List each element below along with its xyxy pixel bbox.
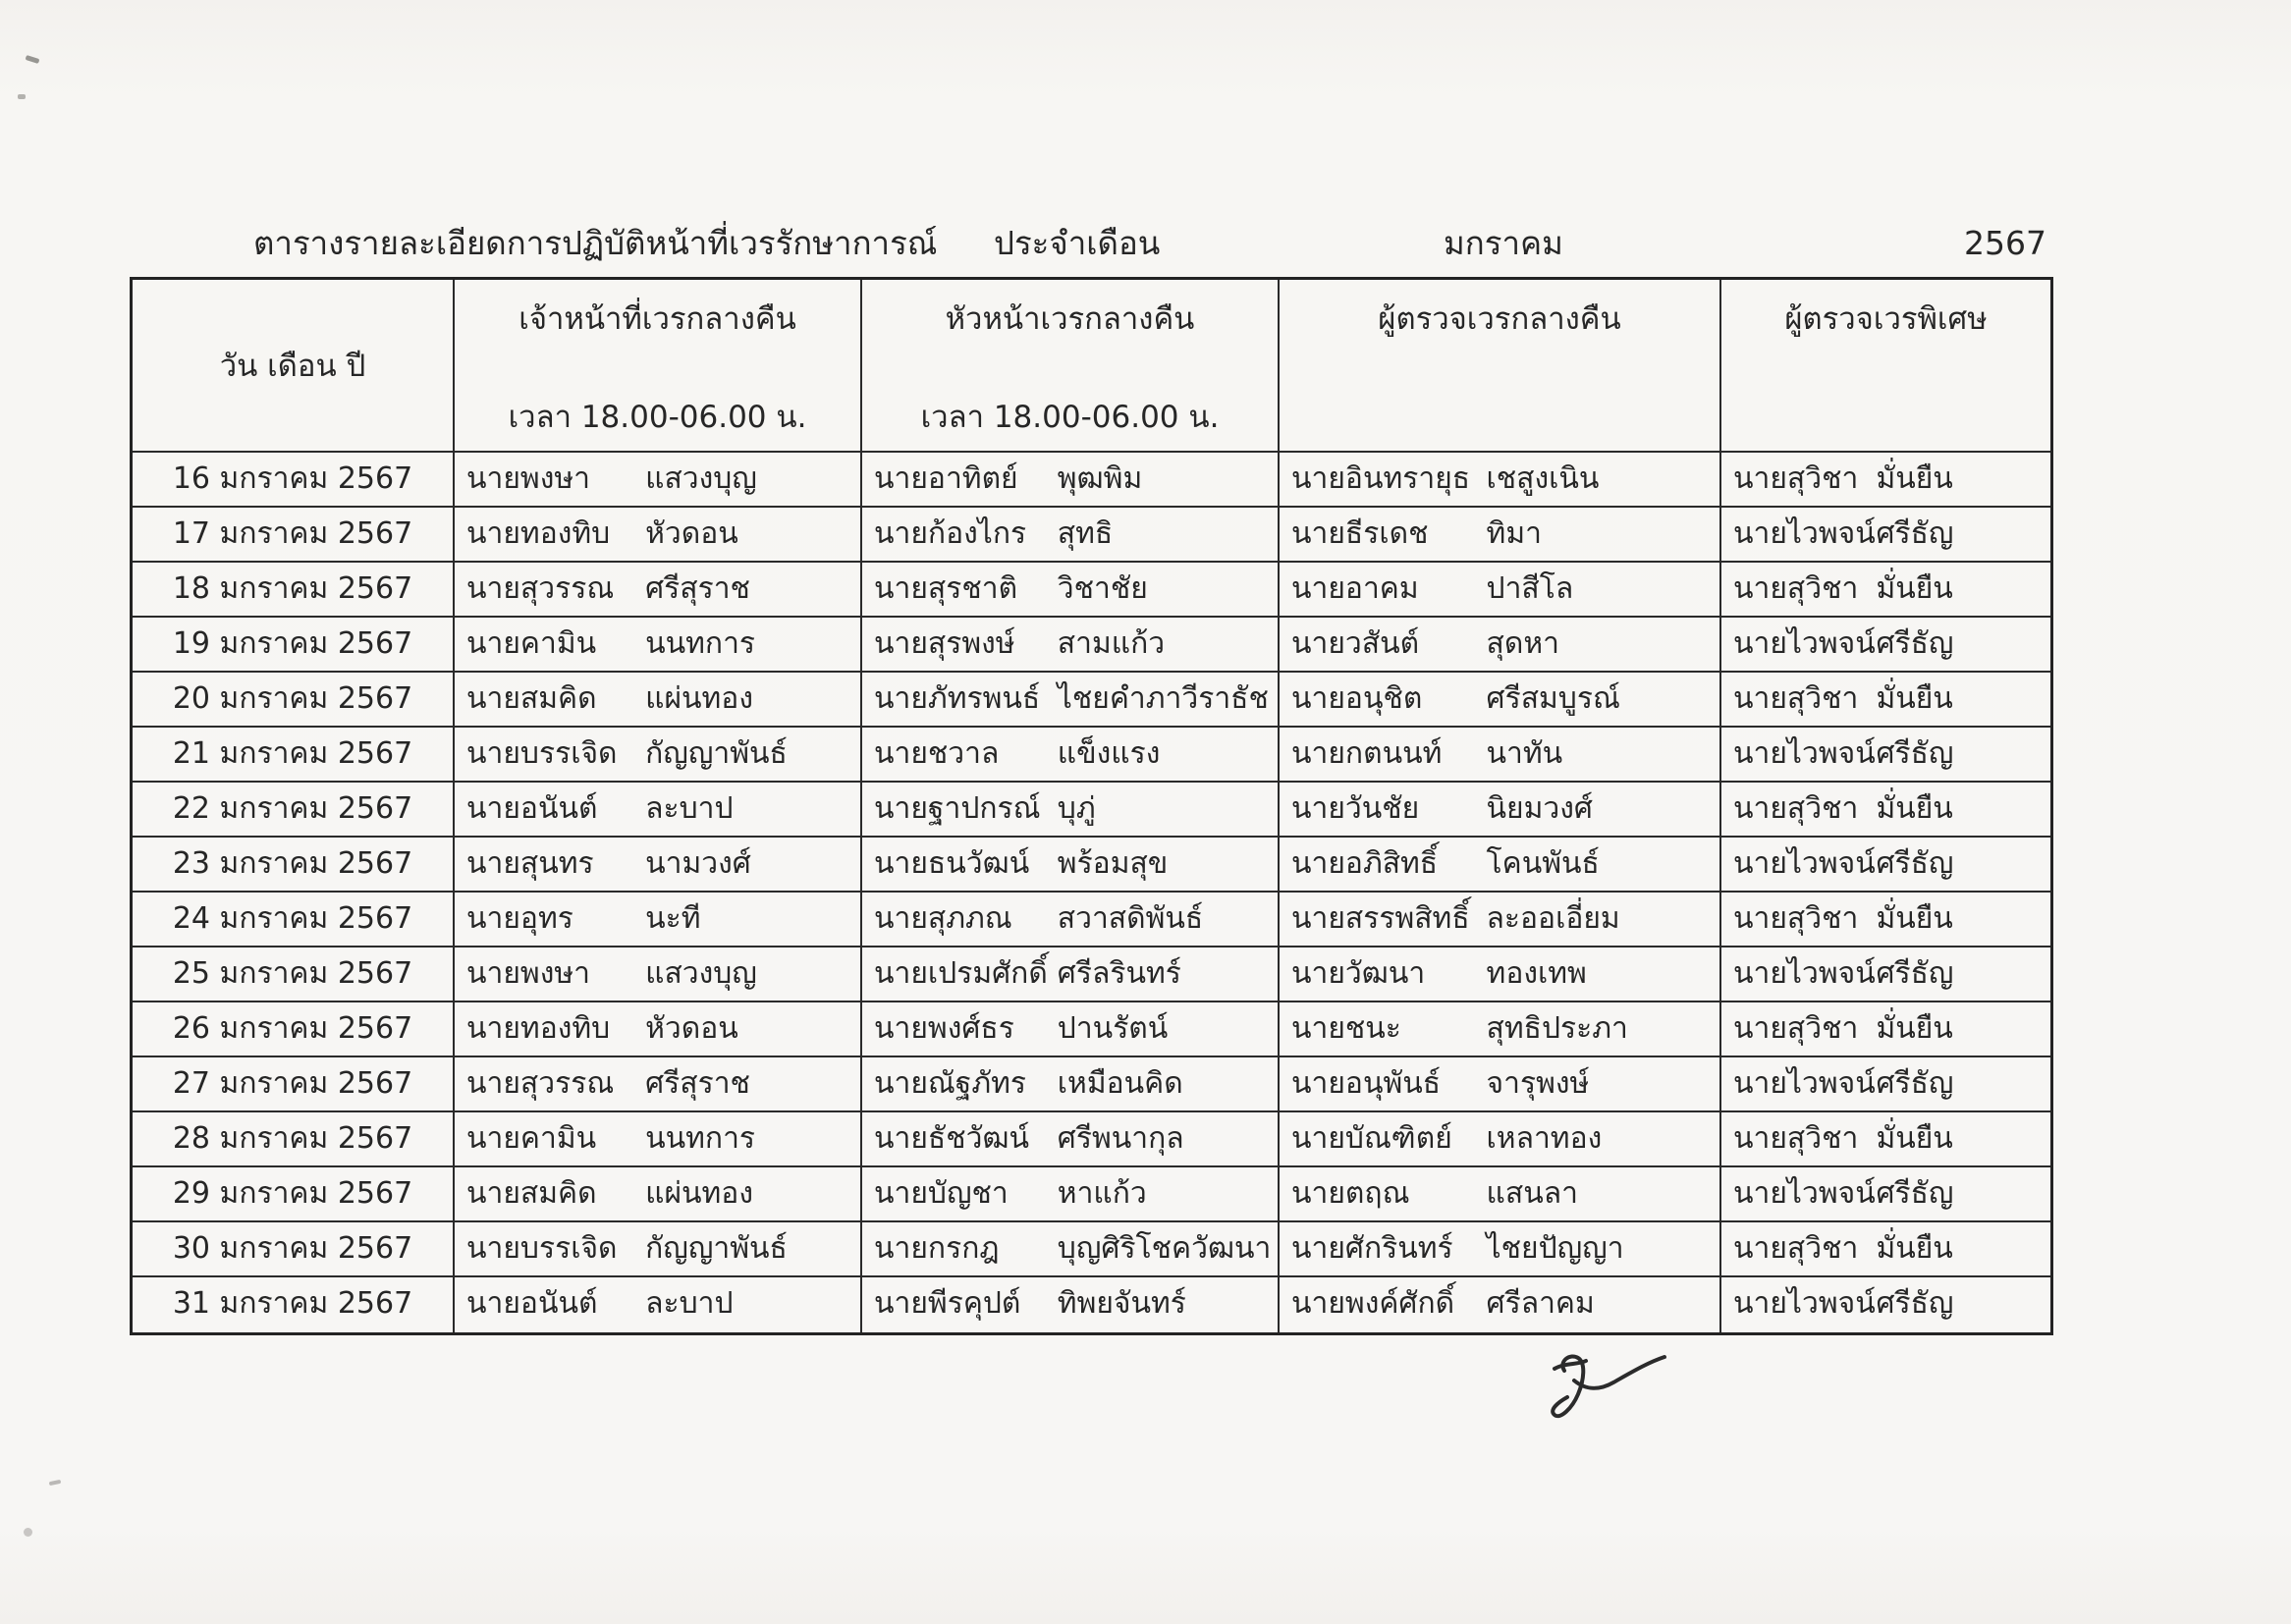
special-inspector-given-name: นายสุวิชา (1733, 791, 1859, 826)
night-chief-cell (862, 1057, 1280, 1112)
scan-noise-speck (26, 55, 40, 64)
special-inspector-cell (1721, 1112, 2050, 1167)
night-officer-cell (455, 783, 862, 838)
special-inspector-surname: มั่นยืน (1876, 1011, 1953, 1046)
night-officer-cell (455, 453, 862, 508)
night-chief-cell (862, 1222, 1280, 1277)
night-chief-surname: สุทธิ (1057, 516, 1114, 551)
special-inspector-cell (1721, 1057, 2050, 1112)
special-inspector-given-name: นายไวพจน์ (1733, 736, 1876, 771)
night-chief-given-name: นายเปรมศักดิ์ (874, 956, 1048, 991)
night-inspector-given-name: นายวันชัย (1291, 791, 1420, 826)
date-cell: 25 มกราคม 2567 (133, 947, 455, 1002)
month-label: ประจำเดือน (994, 224, 1161, 262)
night-officer-given-name: นายอนันต์ (466, 791, 598, 826)
night-inspector-cell (1280, 893, 1721, 947)
header-night-chief-time: เวลา 18.00-06.00 น. (920, 400, 1220, 435)
night-inspector-given-name: นายวสันต์ (1291, 626, 1420, 661)
night-inspector-surname: ละออเอี่ยม (1486, 901, 1620, 936)
night-officer-surname: นามวงศ์ (645, 846, 751, 881)
night-chief-surname: เหมือนคิด (1057, 1066, 1183, 1101)
special-inspector-surname: ศรีธัญ (1876, 516, 1954, 551)
special-inspector-cell (1721, 947, 2050, 1002)
night-inspector-cell (1280, 783, 1721, 838)
night-chief-surname: บุภู่ (1057, 791, 1096, 826)
night-inspector-given-name: นายอภิสิทธิ์ (1291, 846, 1439, 881)
night-officer-given-name: นายทองทิบ (466, 516, 611, 551)
special-inspector-given-name: นายไวพจน์ (1733, 1176, 1876, 1211)
special-inspector-surname: ศรีธัญ (1876, 736, 1954, 771)
night-chief-given-name: นายก้องไกร (874, 516, 1027, 551)
header-special-inspector-label: ผู้ตรวจเวรพิเศษ (1784, 301, 1988, 337)
night-inspector-surname: เชสูงเนิน (1486, 461, 1600, 496)
special-inspector-cell (1721, 783, 2050, 838)
night-chief-given-name: นายสุรชาติ (874, 571, 1018, 606)
night-officer-cell (455, 838, 862, 893)
night-officer-given-name: นายสมคิด (466, 1176, 597, 1211)
night-inspector-given-name: นายบัณฑิตย์ (1291, 1121, 1452, 1156)
special-inspector-given-name: นายไวพจน์ (1733, 1066, 1876, 1101)
night-chief-given-name: นายบัญชา (874, 1176, 1009, 1211)
night-chief-given-name: นายธนวัฒน์ (874, 846, 1030, 881)
night-chief-cell (862, 1112, 1280, 1167)
night-inspector-given-name: นายตฤณ (1291, 1176, 1410, 1211)
night-officer-surname: นะที (645, 901, 701, 936)
night-chief-cell (862, 1002, 1280, 1057)
date-cell: 19 มกราคม 2567 (133, 618, 455, 673)
header-special-inspector-column (1721, 280, 2050, 453)
night-officer-given-name: นายสุนทร (466, 846, 594, 881)
night-inspector-surname: ทองเทพ (1486, 956, 1587, 991)
header-night-officer-time: เวลา 18.00-06.00 น. (508, 400, 807, 435)
night-inspector-surname: โคนพันธ์ (1486, 846, 1600, 881)
special-inspector-given-name: นายไวพจน์ (1733, 846, 1876, 881)
night-inspector-given-name: นายกตนนท์ (1291, 736, 1443, 771)
night-chief-surname: ทิพยจันทร์ (1057, 1286, 1186, 1321)
header-date-label: วัน เดือน ปี (219, 349, 366, 384)
special-inspector-given-name: นายสุวิชา (1733, 1121, 1859, 1156)
month-value: มกราคม (1444, 224, 1563, 262)
night-officer-given-name: นายสุวรรณ (466, 571, 615, 606)
night-inspector-surname: ไชยปัญญา (1486, 1231, 1624, 1266)
date-cell: 23 มกราคม 2567 (133, 838, 455, 893)
date-cell: 22 มกราคม 2567 (133, 783, 455, 838)
night-chief-given-name: นายสุภภณ (874, 901, 1012, 936)
special-inspector-cell (1721, 728, 2050, 783)
night-chief-surname: ศรีลรินทร์ (1057, 956, 1181, 991)
special-inspector-cell (1721, 508, 2050, 563)
night-inspector-cell (1280, 1057, 1721, 1112)
night-chief-given-name: นายกรกฎ (874, 1231, 1000, 1266)
night-chief-surname: ไชยคำภาวีราธัช (1057, 681, 1269, 716)
special-inspector-given-name: นายไวพจน์ (1733, 516, 1876, 551)
special-inspector-cell (1721, 618, 2050, 673)
night-inspector-given-name: นายศักรินทร์ (1291, 1231, 1453, 1266)
night-chief-cell (862, 838, 1280, 893)
night-officer-cell (455, 1277, 862, 1332)
special-inspector-given-name: นายสุวิชา (1733, 461, 1859, 496)
night-officer-cell (455, 1002, 862, 1057)
night-officer-given-name: นายคามิน (466, 626, 597, 661)
night-chief-surname: พุฒพิม (1057, 461, 1143, 496)
night-chief-given-name: นายชวาล (874, 736, 1000, 771)
night-inspector-surname: ปาสีโล (1486, 571, 1574, 606)
special-inspector-cell (1721, 673, 2050, 728)
night-officer-surname: ละบาป (645, 791, 734, 826)
special-inspector-surname: มั่นยืน (1876, 461, 1953, 496)
special-inspector-cell (1721, 1222, 2050, 1277)
night-officer-surname: นนทการ (645, 626, 756, 661)
night-inspector-given-name: นายอาคม (1291, 571, 1419, 606)
night-chief-surname: พร้อมสุข (1057, 846, 1169, 881)
special-inspector-given-name: นายสุวิชา (1733, 1011, 1859, 1046)
special-inspector-surname: มั่นยืน (1876, 1231, 1953, 1266)
night-chief-surname: แข็งแรง (1057, 736, 1161, 771)
night-officer-cell (455, 893, 862, 947)
night-officer-given-name: นายบรรเจิด (466, 736, 618, 771)
night-inspector-surname: จารุพงษ์ (1486, 1066, 1590, 1101)
night-chief-surname: ศรีพนากุล (1057, 1121, 1184, 1156)
night-inspector-cell (1280, 1222, 1721, 1277)
date-cell: 28 มกราคม 2567 (133, 1112, 455, 1167)
night-inspector-surname: นาทัน (1486, 736, 1563, 771)
special-inspector-cell (1721, 1167, 2050, 1222)
night-officer-surname: กัญญาพันธ์ (645, 736, 788, 771)
night-chief-surname: ปานรัตน์ (1057, 1011, 1169, 1046)
header-night-inspector-column (1280, 280, 1721, 453)
night-chief-cell (862, 783, 1280, 838)
date-cell: 21 มกราคม 2567 (133, 728, 455, 783)
date-cell: 27 มกราคม 2567 (133, 1057, 455, 1112)
special-inspector-given-name: นายสุวิชา (1733, 901, 1859, 936)
header-night-inspector-label: ผู้ตรวจเวรกลางคืน (1378, 301, 1621, 337)
scan-noise-speck (18, 94, 26, 99)
night-officer-cell (455, 618, 862, 673)
night-officer-surname: หัวดอน (645, 1011, 738, 1046)
night-inspector-surname: ศรีลาคม (1486, 1286, 1595, 1321)
night-inspector-surname: เหลาทอง (1486, 1121, 1603, 1156)
night-officer-surname: ละบาป (645, 1286, 734, 1321)
night-chief-cell (862, 453, 1280, 508)
special-inspector-cell (1721, 1002, 2050, 1057)
night-inspector-cell (1280, 618, 1721, 673)
date-cell: 30 มกราคม 2567 (133, 1222, 455, 1277)
header-date-column (133, 280, 455, 453)
night-officer-surname: แผ่นทอง (645, 1176, 753, 1211)
date-cell: 17 มกราคม 2567 (133, 508, 455, 563)
special-inspector-surname: ศรีธัญ (1876, 626, 1954, 661)
special-inspector-surname: มั่นยืน (1876, 791, 1953, 826)
date-cell: 29 มกราคม 2567 (133, 1167, 455, 1222)
night-inspector-surname: ทิมา (1486, 516, 1542, 551)
night-inspector-given-name: นายวัฒนา (1291, 956, 1426, 991)
special-inspector-given-name: นายไวพจน์ (1733, 626, 1876, 661)
night-officer-given-name: นายพงษา (466, 956, 590, 991)
night-chief-given-name: นายสุรพงษ์ (874, 626, 1015, 661)
night-chief-given-name: นายภัทรพนธ์ (874, 681, 1041, 716)
night-officer-cell (455, 563, 862, 618)
night-officer-cell (455, 1222, 862, 1277)
night-officer-given-name: นายอุทร (466, 901, 573, 936)
night-officer-cell (455, 1057, 862, 1112)
special-inspector-given-name: นายสุวิชา (1733, 1231, 1859, 1266)
night-officer-cell (455, 1167, 862, 1222)
night-inspector-cell (1280, 947, 1721, 1002)
night-officer-surname: ศรีสุราช (645, 571, 750, 606)
special-inspector-given-name: นายสุวิชา (1733, 681, 1859, 716)
night-inspector-given-name: นายพงค์ศักดิ์ (1291, 1286, 1455, 1321)
night-chief-given-name: นายฐาปกรณ์ (874, 791, 1041, 826)
night-chief-surname: สวาสดิพันธ์ (1057, 901, 1204, 936)
night-inspector-given-name: นายสรรพสิทธิ์ (1291, 901, 1470, 936)
special-inspector-surname: มั่นยืน (1876, 1121, 1953, 1156)
night-chief-surname: สามแก้ว (1057, 626, 1166, 661)
night-inspector-given-name: นายอนุชิต (1291, 681, 1423, 716)
night-chief-cell (862, 1277, 1280, 1332)
special-inspector-surname: ศรีธัญ (1876, 1176, 1954, 1211)
night-chief-cell (862, 728, 1280, 783)
document-title-bar (0, 222, 2291, 265)
night-inspector-cell (1280, 1277, 1721, 1332)
night-officer-given-name: นายบรรเจิด (466, 1231, 618, 1266)
night-officer-given-name: นายพงษา (466, 461, 590, 496)
night-inspector-cell (1280, 453, 1721, 508)
duty-roster-table (130, 277, 2053, 1335)
special-inspector-given-name: นายไวพจน์ (1733, 956, 1876, 991)
night-inspector-cell (1280, 673, 1721, 728)
special-inspector-surname: ศรีธัญ (1876, 956, 1954, 991)
night-chief-cell (862, 947, 1280, 1002)
night-inspector-cell (1280, 508, 1721, 563)
night-chief-surname: บุญศิริโชควัฒนา (1057, 1231, 1272, 1266)
header-night-chief-label: หัวหน้าเวรกลางคืน (945, 301, 1195, 337)
night-officer-given-name: นายสมคิด (466, 681, 597, 716)
special-inspector-given-name: นายไวพจน์ (1733, 1286, 1876, 1321)
night-officer-cell (455, 508, 862, 563)
special-inspector-cell (1721, 1277, 2050, 1332)
night-officer-cell (455, 1112, 862, 1167)
night-inspector-cell (1280, 1112, 1721, 1167)
header-night-officer-label: เจ้าหน้าที่เวรกลางคืน (518, 301, 796, 337)
special-inspector-surname: มั่นยืน (1876, 901, 1953, 936)
year-value: 2567 (1964, 224, 2046, 262)
night-inspector-cell (1280, 838, 1721, 893)
special-inspector-surname: ศรีธัญ (1876, 846, 1954, 881)
document-title: ตารางรายละเอียดการปฏิบัติหน้าที่เวรรักษาการณ์ (253, 224, 938, 262)
night-chief-given-name: นายพงศ์ธร (874, 1011, 1014, 1046)
night-officer-given-name: นายอนันต์ (466, 1286, 598, 1321)
night-inspector-given-name: นายชนะ (1291, 1011, 1401, 1046)
night-officer-surname: แสวงบุญ (645, 461, 757, 496)
night-officer-given-name: นายสุวรรณ (466, 1066, 615, 1101)
night-chief-surname: หาแก้ว (1057, 1176, 1147, 1211)
scan-noise-speck (24, 1528, 32, 1537)
night-officer-cell (455, 673, 862, 728)
night-inspector-given-name: นายอนุพันธ์ (1291, 1066, 1442, 1101)
night-inspector-surname: แสนลา (1486, 1176, 1578, 1211)
night-inspector-cell (1280, 1167, 1721, 1222)
night-inspector-cell (1280, 563, 1721, 618)
night-inspector-cell (1280, 728, 1721, 783)
night-chief-given-name: นายธัชวัฒน์ (874, 1121, 1030, 1156)
handwritten-signature-icon (1535, 1345, 1672, 1438)
night-chief-cell (862, 618, 1280, 673)
night-chief-cell (862, 563, 1280, 618)
night-chief-given-name: นายพีรคุปต์ (874, 1286, 1021, 1321)
night-officer-surname: แผ่นทอง (645, 681, 753, 716)
night-inspector-surname: ศรีสมบูรณ์ (1486, 681, 1620, 716)
header-night-chief-column (862, 280, 1280, 453)
date-cell: 26 มกราคม 2567 (133, 1002, 455, 1057)
night-officer-surname: ศรีสุราช (645, 1066, 750, 1101)
date-cell: 20 มกราคม 2567 (133, 673, 455, 728)
night-chief-cell (862, 1167, 1280, 1222)
night-chief-given-name: นายอาทิตย์ (874, 461, 1018, 496)
night-officer-cell (455, 728, 862, 783)
special-inspector-surname: ศรีธัญ (1876, 1286, 1954, 1321)
date-cell: 31 มกราคม 2567 (133, 1277, 455, 1332)
night-chief-given-name: นายณัฐภัทร (874, 1066, 1026, 1101)
night-chief-cell (862, 673, 1280, 728)
special-inspector-cell (1721, 453, 2050, 508)
night-inspector-given-name: นายอินทรายุธ (1291, 461, 1471, 496)
night-officer-surname: แสวงบุญ (645, 956, 757, 991)
special-inspector-cell (1721, 563, 2050, 618)
night-officer-given-name: นายคามิน (466, 1121, 597, 1156)
night-inspector-surname: สุทธิประภา (1486, 1011, 1628, 1046)
night-officer-surname: นนทการ (645, 1121, 756, 1156)
night-chief-surname: วิชาชัย (1057, 571, 1148, 606)
night-officer-surname: กัญญาพันธ์ (645, 1231, 788, 1266)
night-officer-cell (455, 947, 862, 1002)
night-officer-surname: หัวดอน (645, 516, 738, 551)
night-chief-cell (862, 893, 1280, 947)
special-inspector-cell (1721, 838, 2050, 893)
night-inspector-surname: สุดหา (1486, 626, 1559, 661)
night-chief-cell (862, 508, 1280, 563)
night-inspector-cell (1280, 1002, 1721, 1057)
date-cell: 24 มกราคม 2567 (133, 893, 455, 947)
night-inspector-given-name: นายธีรเดช (1291, 516, 1429, 551)
date-cell: 16 มกราคม 2567 (133, 453, 455, 508)
special-inspector-cell (1721, 893, 2050, 947)
scan-noise-speck (49, 1480, 62, 1486)
special-inspector-surname: ศรีธัญ (1876, 1066, 1954, 1101)
special-inspector-surname: มั่นยืน (1876, 681, 1953, 716)
date-cell: 18 มกราคม 2567 (133, 563, 455, 618)
night-inspector-surname: นิยมวงศ์ (1486, 791, 1593, 826)
special-inspector-given-name: นายสุวิชา (1733, 571, 1859, 606)
header-night-officer-column (455, 280, 862, 453)
night-officer-given-name: นายทองทิบ (466, 1011, 611, 1046)
special-inspector-surname: มั่นยืน (1876, 571, 1953, 606)
